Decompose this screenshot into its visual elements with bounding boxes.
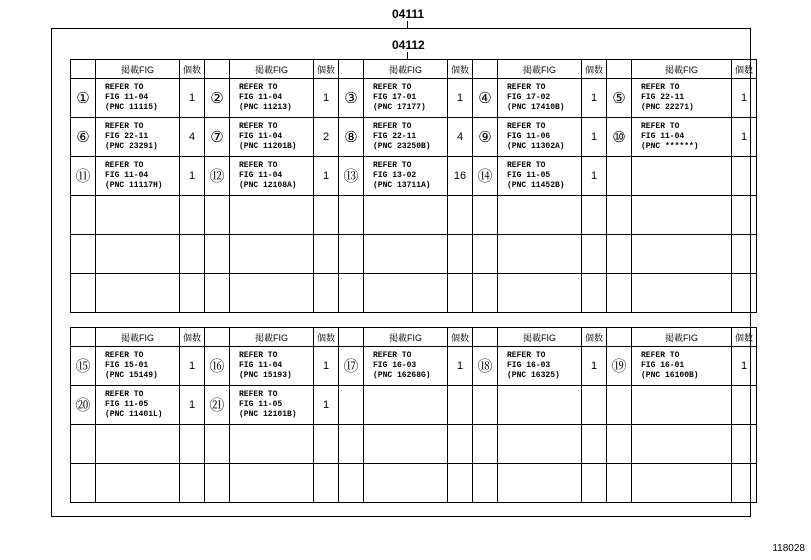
fig-reference-line: REFER TO	[239, 390, 278, 399]
fig-reference-line: (PNC 11452B)	[507, 181, 565, 190]
table-row	[71, 118, 757, 157]
callout-number: ⑱	[473, 347, 498, 386]
header-qty: 個数	[732, 328, 757, 347]
header-fig: 掲載FIG	[364, 60, 448, 79]
fig-reference-line: (PNC 22271)	[641, 103, 694, 112]
quantity: 1	[314, 386, 339, 425]
empty-cell	[732, 157, 757, 196]
empty-cell	[582, 425, 607, 464]
fig-reference-line: (PNC 15193)	[239, 371, 292, 380]
fig-reference	[632, 79, 732, 118]
header-qty: 個数	[314, 328, 339, 347]
callout-number: ⑧	[339, 118, 364, 157]
empty-cell	[632, 464, 732, 503]
fig-reference	[96, 386, 180, 425]
header-qty: 個数	[180, 328, 205, 347]
empty-cell	[364, 196, 448, 235]
empty-cell	[314, 425, 339, 464]
empty-cell	[582, 386, 607, 425]
quantity: 1	[582, 347, 607, 386]
fig-reference-line: FIG 11-04	[239, 93, 283, 102]
callout-number: ⑦	[205, 118, 230, 157]
empty-cell	[473, 464, 498, 503]
header-fig: 掲載FIG	[96, 60, 180, 79]
fig-reference-line: FIG 11-04	[105, 171, 149, 180]
header-mark-cell	[607, 328, 632, 347]
fig-reference-line: FIG 11-04	[239, 361, 283, 370]
fig-reference-line: (PNC 15149)	[105, 371, 158, 380]
header-qty: 個数	[180, 60, 205, 79]
fig-reference-line: FIG 11-05	[507, 171, 551, 180]
fig-reference-line: REFER TO	[239, 161, 278, 170]
callout-number: ⑥	[71, 118, 96, 157]
fig-reference	[632, 347, 732, 386]
empty-cell	[71, 464, 96, 503]
quantity: 1	[582, 118, 607, 157]
empty-cell	[473, 274, 498, 313]
empty-cell	[364, 425, 448, 464]
empty-cell	[448, 425, 473, 464]
fig-reference-line: (PNC 11201B)	[239, 142, 297, 151]
quantity: 1	[180, 386, 205, 425]
empty-cell	[632, 235, 732, 274]
fig-reference-line: REFER TO	[507, 161, 546, 170]
empty-cell	[607, 235, 632, 274]
header-fig: 掲載FIG	[632, 328, 732, 347]
quantity: 1	[448, 79, 473, 118]
header-qty: 個数	[582, 60, 607, 79]
empty-cell	[448, 464, 473, 503]
fig-reference	[364, 157, 448, 196]
header-mark-cell	[473, 328, 498, 347]
empty-cell	[96, 425, 180, 464]
empty-cell	[364, 274, 448, 313]
fig-reference-line: FIG 11-04	[239, 132, 283, 141]
fig-reference-line: FIG 13-02	[373, 171, 417, 180]
empty-cell	[732, 274, 757, 313]
quantity: 1	[448, 347, 473, 386]
fig-reference-line: REFER TO	[373, 351, 412, 360]
header-qty: 個数	[448, 328, 473, 347]
fig-reference-line: (PNC 11401L)	[105, 410, 163, 419]
empty-cell	[448, 235, 473, 274]
header-mark-cell	[607, 60, 632, 79]
table-row	[71, 235, 757, 274]
quantity: 1	[314, 157, 339, 196]
table-row	[71, 386, 757, 425]
empty-cell	[205, 196, 230, 235]
fig-reference-line: FIG 11-05	[239, 400, 283, 409]
callout-number: ⑬	[339, 157, 364, 196]
fig-reference	[230, 157, 314, 196]
empty-cell	[71, 425, 96, 464]
empty-cell	[180, 196, 205, 235]
table-row	[71, 425, 757, 464]
fig-reference	[364, 347, 448, 386]
quantity: 1	[732, 347, 757, 386]
table-row	[71, 274, 757, 313]
callout-number: ⑫	[205, 157, 230, 196]
empty-cell	[498, 464, 582, 503]
empty-cell	[96, 196, 180, 235]
fig-reference-line: REFER TO	[105, 83, 144, 92]
fig-reference-line: FIG 16-01	[641, 361, 685, 370]
quantity: 1	[732, 79, 757, 118]
header-fig: 掲載FIG	[230, 328, 314, 347]
empty-cell	[498, 425, 582, 464]
header-fig: 掲載FIG	[498, 60, 582, 79]
fig-reference-line: REFER TO	[105, 390, 144, 399]
callout-number: ②	[205, 79, 230, 118]
fig-reference	[230, 79, 314, 118]
header-mark-cell	[71, 60, 96, 79]
empty-cell	[230, 274, 314, 313]
fig-reference	[498, 157, 582, 196]
fig-reference-line: REFER TO	[373, 83, 412, 92]
inner-assembly-code: 04112	[392, 38, 425, 52]
fig-reference-line: FIG 11-05	[105, 400, 149, 409]
empty-cell	[732, 386, 757, 425]
empty-cell	[607, 274, 632, 313]
fig-reference-line: (PNC 23250B)	[373, 142, 431, 151]
fig-reference-line: (PNC ******)	[641, 142, 699, 151]
header-fig: 掲載FIG	[230, 60, 314, 79]
callout-number: ①	[71, 79, 96, 118]
empty-cell	[314, 464, 339, 503]
fig-reference-line: FIG 11-04	[641, 132, 685, 141]
fig-reference-line: REFER TO	[641, 122, 680, 131]
header-mark-cell	[71, 328, 96, 347]
empty-cell	[732, 425, 757, 464]
callout-number: ⑨	[473, 118, 498, 157]
empty-cell	[582, 235, 607, 274]
fig-reference-line: FIG 16-03	[373, 361, 417, 370]
empty-cell	[314, 274, 339, 313]
reference-table-bottom	[70, 327, 757, 503]
empty-cell	[498, 196, 582, 235]
empty-cell	[364, 464, 448, 503]
fig-reference-line: REFER TO	[641, 83, 680, 92]
fig-reference-line: FIG 17-01	[373, 93, 417, 102]
empty-cell	[180, 425, 205, 464]
fig-reference-line: (PNC 13711A)	[373, 181, 431, 190]
quantity: 1	[180, 157, 205, 196]
empty-cell	[71, 235, 96, 274]
table-row	[71, 196, 757, 235]
empty-cell	[632, 196, 732, 235]
header-fig: 掲載FIG	[498, 328, 582, 347]
table-row	[71, 464, 757, 503]
empty-cell	[180, 274, 205, 313]
fig-reference-line: (PNC 12101B)	[239, 410, 297, 419]
empty-cell	[205, 235, 230, 274]
empty-cell	[448, 274, 473, 313]
fig-reference	[498, 118, 582, 157]
fig-reference-line: REFER TO	[105, 351, 144, 360]
fig-reference-line: (PNC 17177)	[373, 103, 426, 112]
empty-cell	[71, 196, 96, 235]
empty-cell	[498, 274, 582, 313]
table-row	[71, 347, 757, 386]
empty-cell	[473, 196, 498, 235]
callout-number: ⑤	[607, 79, 632, 118]
empty-cell	[607, 464, 632, 503]
quantity: 1	[180, 79, 205, 118]
empty-cell	[339, 235, 364, 274]
empty-cell	[473, 235, 498, 274]
fig-reference-line: REFER TO	[507, 83, 546, 92]
empty-cell	[230, 425, 314, 464]
empty-cell	[448, 196, 473, 235]
empty-cell	[473, 425, 498, 464]
callout-number: ⑰	[339, 347, 364, 386]
fig-reference-line: (PNC 11213)	[239, 103, 292, 112]
callout-number: ⑩	[607, 118, 632, 157]
fig-reference-line: (PNC 11115)	[105, 103, 158, 112]
empty-cell	[339, 464, 364, 503]
fig-reference-line: (PNC 16100B)	[641, 371, 699, 380]
empty-cell	[732, 464, 757, 503]
fig-reference-line: REFER TO	[105, 122, 144, 131]
quantity: 1	[180, 347, 205, 386]
fig-reference-line: FIG 22-11	[641, 93, 685, 102]
empty-cell	[582, 274, 607, 313]
header-qty: 個数	[732, 60, 757, 79]
fig-reference	[96, 79, 180, 118]
quantity: 1	[582, 157, 607, 196]
empty-cell	[339, 274, 364, 313]
empty-cell	[205, 425, 230, 464]
outer-assembly-code: 04111	[392, 7, 425, 21]
fig-reference-line: FIG 11-06	[507, 132, 551, 141]
empty-cell	[96, 464, 180, 503]
fig-reference	[364, 118, 448, 157]
table-header-row	[71, 328, 757, 347]
table-row	[71, 157, 757, 196]
fig-reference-line: (PNC 23291)	[105, 142, 158, 151]
quantity: 4	[180, 118, 205, 157]
fig-reference-line: REFER TO	[373, 161, 412, 170]
empty-cell	[96, 274, 180, 313]
empty-cell	[582, 196, 607, 235]
fig-reference	[230, 386, 314, 425]
empty-cell	[732, 235, 757, 274]
empty-cell	[632, 274, 732, 313]
empty-cell	[498, 386, 582, 425]
quantity: 1	[582, 79, 607, 118]
fig-reference-line: REFER TO	[239, 83, 278, 92]
header-qty: 個数	[448, 60, 473, 79]
quantity: 16	[448, 157, 473, 196]
fig-reference-line: REFER TO	[507, 351, 546, 360]
fig-reference-line: (PNC 11302A)	[507, 142, 565, 151]
header-mark-cell	[339, 328, 364, 347]
table-row	[71, 79, 757, 118]
callout-number: ⑪	[71, 157, 96, 196]
callout-number: ⑳	[71, 386, 96, 425]
empty-cell	[314, 196, 339, 235]
fig-reference-line: (PNC 16325)	[507, 371, 560, 380]
header-mark-cell	[473, 60, 498, 79]
empty-cell	[473, 386, 498, 425]
empty-cell	[71, 274, 96, 313]
empty-cell	[632, 425, 732, 464]
header-qty: 個数	[314, 60, 339, 79]
fig-reference-line: (PNC 11117H)	[105, 181, 163, 190]
fig-reference	[498, 347, 582, 386]
empty-cell	[632, 157, 732, 196]
empty-cell	[607, 157, 632, 196]
inner-leader-line	[407, 52, 408, 59]
fig-reference	[632, 118, 732, 157]
fig-reference-line: REFER TO	[641, 351, 680, 360]
fig-reference	[230, 118, 314, 157]
callout-number: ③	[339, 79, 364, 118]
empty-cell	[364, 235, 448, 274]
fig-reference-line: FIG 15-01	[105, 361, 149, 370]
fig-reference-line: FIG 22-11	[105, 132, 149, 141]
fig-reference-line: REFER TO	[239, 351, 278, 360]
callout-number: ⑲	[607, 347, 632, 386]
header-fig: 掲載FIG	[364, 328, 448, 347]
fig-reference	[364, 79, 448, 118]
empty-cell	[732, 196, 757, 235]
fig-reference-line: REFER TO	[105, 161, 144, 170]
fig-reference-line: FIG 16-03	[507, 361, 551, 370]
fig-reference-line: REFER TO	[373, 122, 412, 131]
empty-cell	[582, 464, 607, 503]
callout-number: ⑭	[473, 157, 498, 196]
empty-cell	[96, 235, 180, 274]
empty-cell	[230, 196, 314, 235]
header-mark-cell	[205, 60, 230, 79]
empty-cell	[339, 386, 364, 425]
fig-reference	[96, 157, 180, 196]
fig-reference-line: FIG 11-04	[239, 171, 283, 180]
fig-reference-line: FIG 11-04	[105, 93, 149, 102]
fig-reference-line: FIG 17-02	[507, 93, 551, 102]
empty-cell	[180, 464, 205, 503]
callout-number: ㉑	[205, 386, 230, 425]
empty-cell	[364, 386, 448, 425]
fig-reference	[498, 79, 582, 118]
empty-cell	[205, 274, 230, 313]
header-mark-cell	[339, 60, 364, 79]
empty-cell	[448, 386, 473, 425]
fig-reference-line: REFER TO	[239, 122, 278, 131]
header-mark-cell	[205, 328, 230, 347]
fig-reference-line: (PNC 16268G)	[373, 371, 431, 380]
quantity: 2	[314, 118, 339, 157]
table-header-row	[71, 60, 757, 79]
empty-cell	[180, 235, 205, 274]
reference-table-top	[70, 59, 757, 313]
illustration-id: 118028	[772, 543, 805, 554]
empty-cell	[339, 196, 364, 235]
quantity: 4	[448, 118, 473, 157]
callout-number: ⑮	[71, 347, 96, 386]
empty-cell	[607, 386, 632, 425]
empty-cell	[205, 464, 230, 503]
empty-cell	[607, 425, 632, 464]
fig-reference	[96, 118, 180, 157]
fig-reference-line: (PNC 12108A)	[239, 181, 297, 190]
empty-cell	[230, 235, 314, 274]
empty-cell	[498, 235, 582, 274]
empty-cell	[632, 386, 732, 425]
fig-reference-line: REFER TO	[507, 122, 546, 131]
quantity: 1	[732, 118, 757, 157]
header-qty: 個数	[582, 328, 607, 347]
quantity: 1	[314, 79, 339, 118]
empty-cell	[230, 464, 314, 503]
empty-cell	[339, 425, 364, 464]
fig-reference	[96, 347, 180, 386]
fig-reference-line: FIG 22-11	[373, 132, 417, 141]
callout-number: ④	[473, 79, 498, 118]
empty-cell	[607, 196, 632, 235]
fig-reference-line: (PNC 17410B)	[507, 103, 565, 112]
header-fig: 掲載FIG	[96, 328, 180, 347]
quantity: 1	[314, 347, 339, 386]
header-fig: 掲載FIG	[632, 60, 732, 79]
fig-reference	[230, 347, 314, 386]
callout-number: ⑯	[205, 347, 230, 386]
empty-cell	[314, 235, 339, 274]
